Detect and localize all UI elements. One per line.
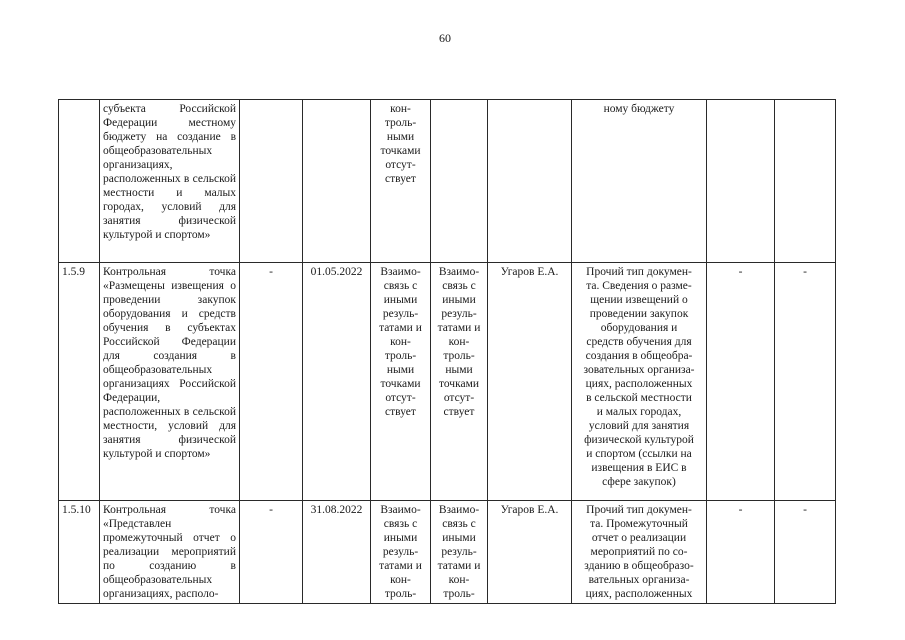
end-date: 31.08.2022: [303, 501, 371, 604]
responsible: [488, 100, 572, 263]
item-number: 1.5.10: [59, 501, 100, 604]
document-type: Прочий тип докумен- та. Сведения о разме- щении извещений о проведении закупок оборудования и средств обучения для создания в общеобра- зовательных организа- циях, расположенных в сельской местности и малых городах, условий для занятия физической культурой и спортом (ссылки на извещения в ЕИС в сфере закупок): [572, 263, 707, 501]
start-date: -: [240, 263, 303, 501]
level-cell: [707, 100, 775, 263]
item-name: субъекта Российской Федерации местному бюджету на создание в общеобразовательных организациях, расположенных в сельской местности и малых городах, условий для занятия физической культурой и спортом»: [100, 100, 240, 263]
responsible: Угаров Е.А.: [488, 501, 572, 604]
level-cell: -: [707, 263, 775, 501]
item-name: Контрольная точка «Представлен промежуточный отчет о реализации мероприятий по созданию в общеобразовательных организациях, располо-: [100, 501, 240, 604]
table-row: [59, 263, 836, 501]
responsible: Угаров Е.А.: [488, 263, 572, 501]
relation-cell-2: [431, 100, 488, 263]
relation-cell-2: Взаимо- связь с иными резуль- татами и кон- троль- ными точками отсут- ствует: [431, 263, 488, 501]
end-date: [303, 100, 371, 263]
relation-cell: Взаимо- связь с иными резуль- татами и кон- троль- ными точками отсут- ствует: [371, 263, 431, 501]
page-number: 60: [439, 31, 451, 45]
document-type: ному бюджету: [572, 100, 707, 263]
start-date: [240, 100, 303, 263]
end-date: 01.05.2022: [303, 263, 371, 501]
info-system-cell: -: [775, 501, 836, 604]
info-system-cell: -: [775, 263, 836, 501]
document-type: Прочий тип докумен- та. Промежуточный отчет о реализации мероприятий по со- зданию в общеобразо- вательных организа- циях, расположенных: [572, 501, 707, 604]
relation-cell: Взаимо- связь с иными резуль- татами и кон- троль-: [371, 501, 431, 604]
table-row: [59, 100, 836, 263]
start-date: -: [240, 501, 303, 604]
relation-cell: кон- троль- ными точками отсут- ствует: [371, 100, 431, 263]
relation-cell-2: Взаимо- связь с иными резуль- татами и кон- троль-: [431, 501, 488, 604]
item-number: 1.5.9: [59, 263, 100, 501]
plan-table: [58, 99, 836, 604]
table-row: [59, 501, 836, 604]
item-name: Контрольная точка «Размещены извещения о проведении закупок оборудования и средств обучения в субъектах Российской Федерации для создания в общеобразовательных организациях Российской Федерации, расположенных в сельской местности, условий для занятия физической культурой и спортом»: [100, 263, 240, 501]
info-system-cell: [775, 100, 836, 263]
level-cell: -: [707, 501, 775, 604]
item-number: [59, 100, 100, 263]
